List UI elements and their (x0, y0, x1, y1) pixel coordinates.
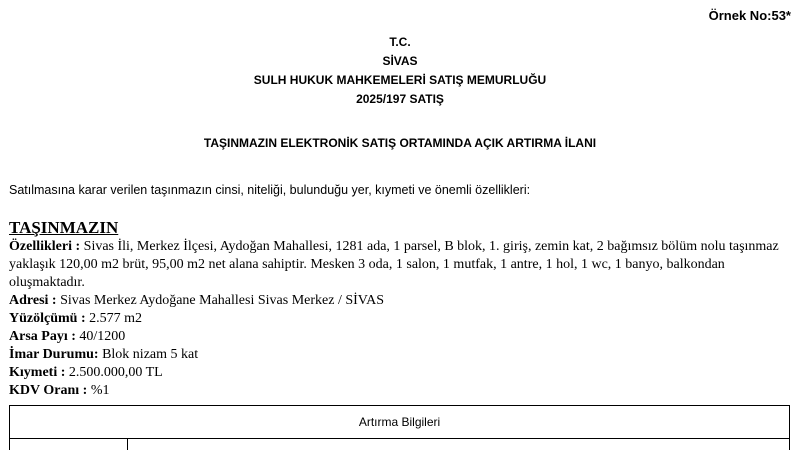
field-value: 2.500.000,00 TL (65, 365, 163, 380)
field-value: Sivas Merkez Aydoğane Mahallesi Sivas Merkez / SİVAS (56, 293, 384, 308)
field-value-amount (9, 364, 791, 382)
court-header (0, 33, 800, 109)
table-row (10, 439, 789, 450)
field-value: Sivas İli, Merkez İlçesi, Aydoğan Mahallesi, 1281 ada, 1 parsel, B blok, 1. giriş, zemin kat, 2 bağımsız bölüm nolu taşınmaz yaklaşık 120,00 m2 brüt, 95,00 m2 net alana sahiptir. Mesken 3 oda, 1 salon, 1 mutfak, 1 antre, 1 hol, 1 wc, 1 banyo, balkondan oluşmaktadır. (9, 239, 779, 290)
field-features (9, 238, 791, 292)
table-cell (10, 439, 128, 450)
field-value: 40/1200 (75, 329, 126, 344)
auction-info-title: Artırma Bilgileri (10, 406, 789, 439)
property-heading: TAŞINMAZIN (9, 218, 119, 237)
header-line-city: SİVAS (382, 54, 418, 68)
field-area (9, 310, 791, 328)
field-vat-rate (9, 382, 791, 400)
field-value: 2.577 m2 (85, 311, 143, 326)
field-label: KDV Oranı : (9, 383, 88, 398)
field-land-share (9, 328, 791, 346)
field-label: Adresi : (9, 293, 57, 308)
field-value: %1 (87, 383, 110, 398)
field-address (9, 292, 791, 310)
field-label: İmar Durumu: (9, 347, 99, 362)
auction-info-table (9, 405, 790, 450)
header-line-case-no: 2025/197 SATIŞ (356, 92, 444, 106)
header-line-tc: T.C. (389, 35, 411, 49)
field-zoning (9, 346, 791, 364)
intro-text: Satılmasına karar verilen taşınmazın cinsi, niteliği, bulunduğu yer, kıymeti ve önemli özellikleri: (9, 183, 531, 197)
table-cell (128, 439, 789, 450)
field-value: Blok nizam 5 kat (98, 347, 199, 362)
field-label: Yüzölçümü : (9, 311, 86, 326)
property-section (9, 218, 791, 400)
sample-number: Örnek No:53* (708, 8, 791, 23)
field-label: Arsa Payı : (9, 329, 76, 344)
notice-title: TAŞINMAZIN ELEKTRONİK SATIŞ ORTAMINDA AÇIK ARTIRMA İLANI (203, 136, 597, 150)
field-label: Özellikleri : (9, 239, 81, 254)
field-label: Kıymeti : (9, 365, 66, 380)
header-line-office: SULH HUKUK MAHKEMELERİ SATIŞ MEMURLUĞU (253, 73, 547, 87)
